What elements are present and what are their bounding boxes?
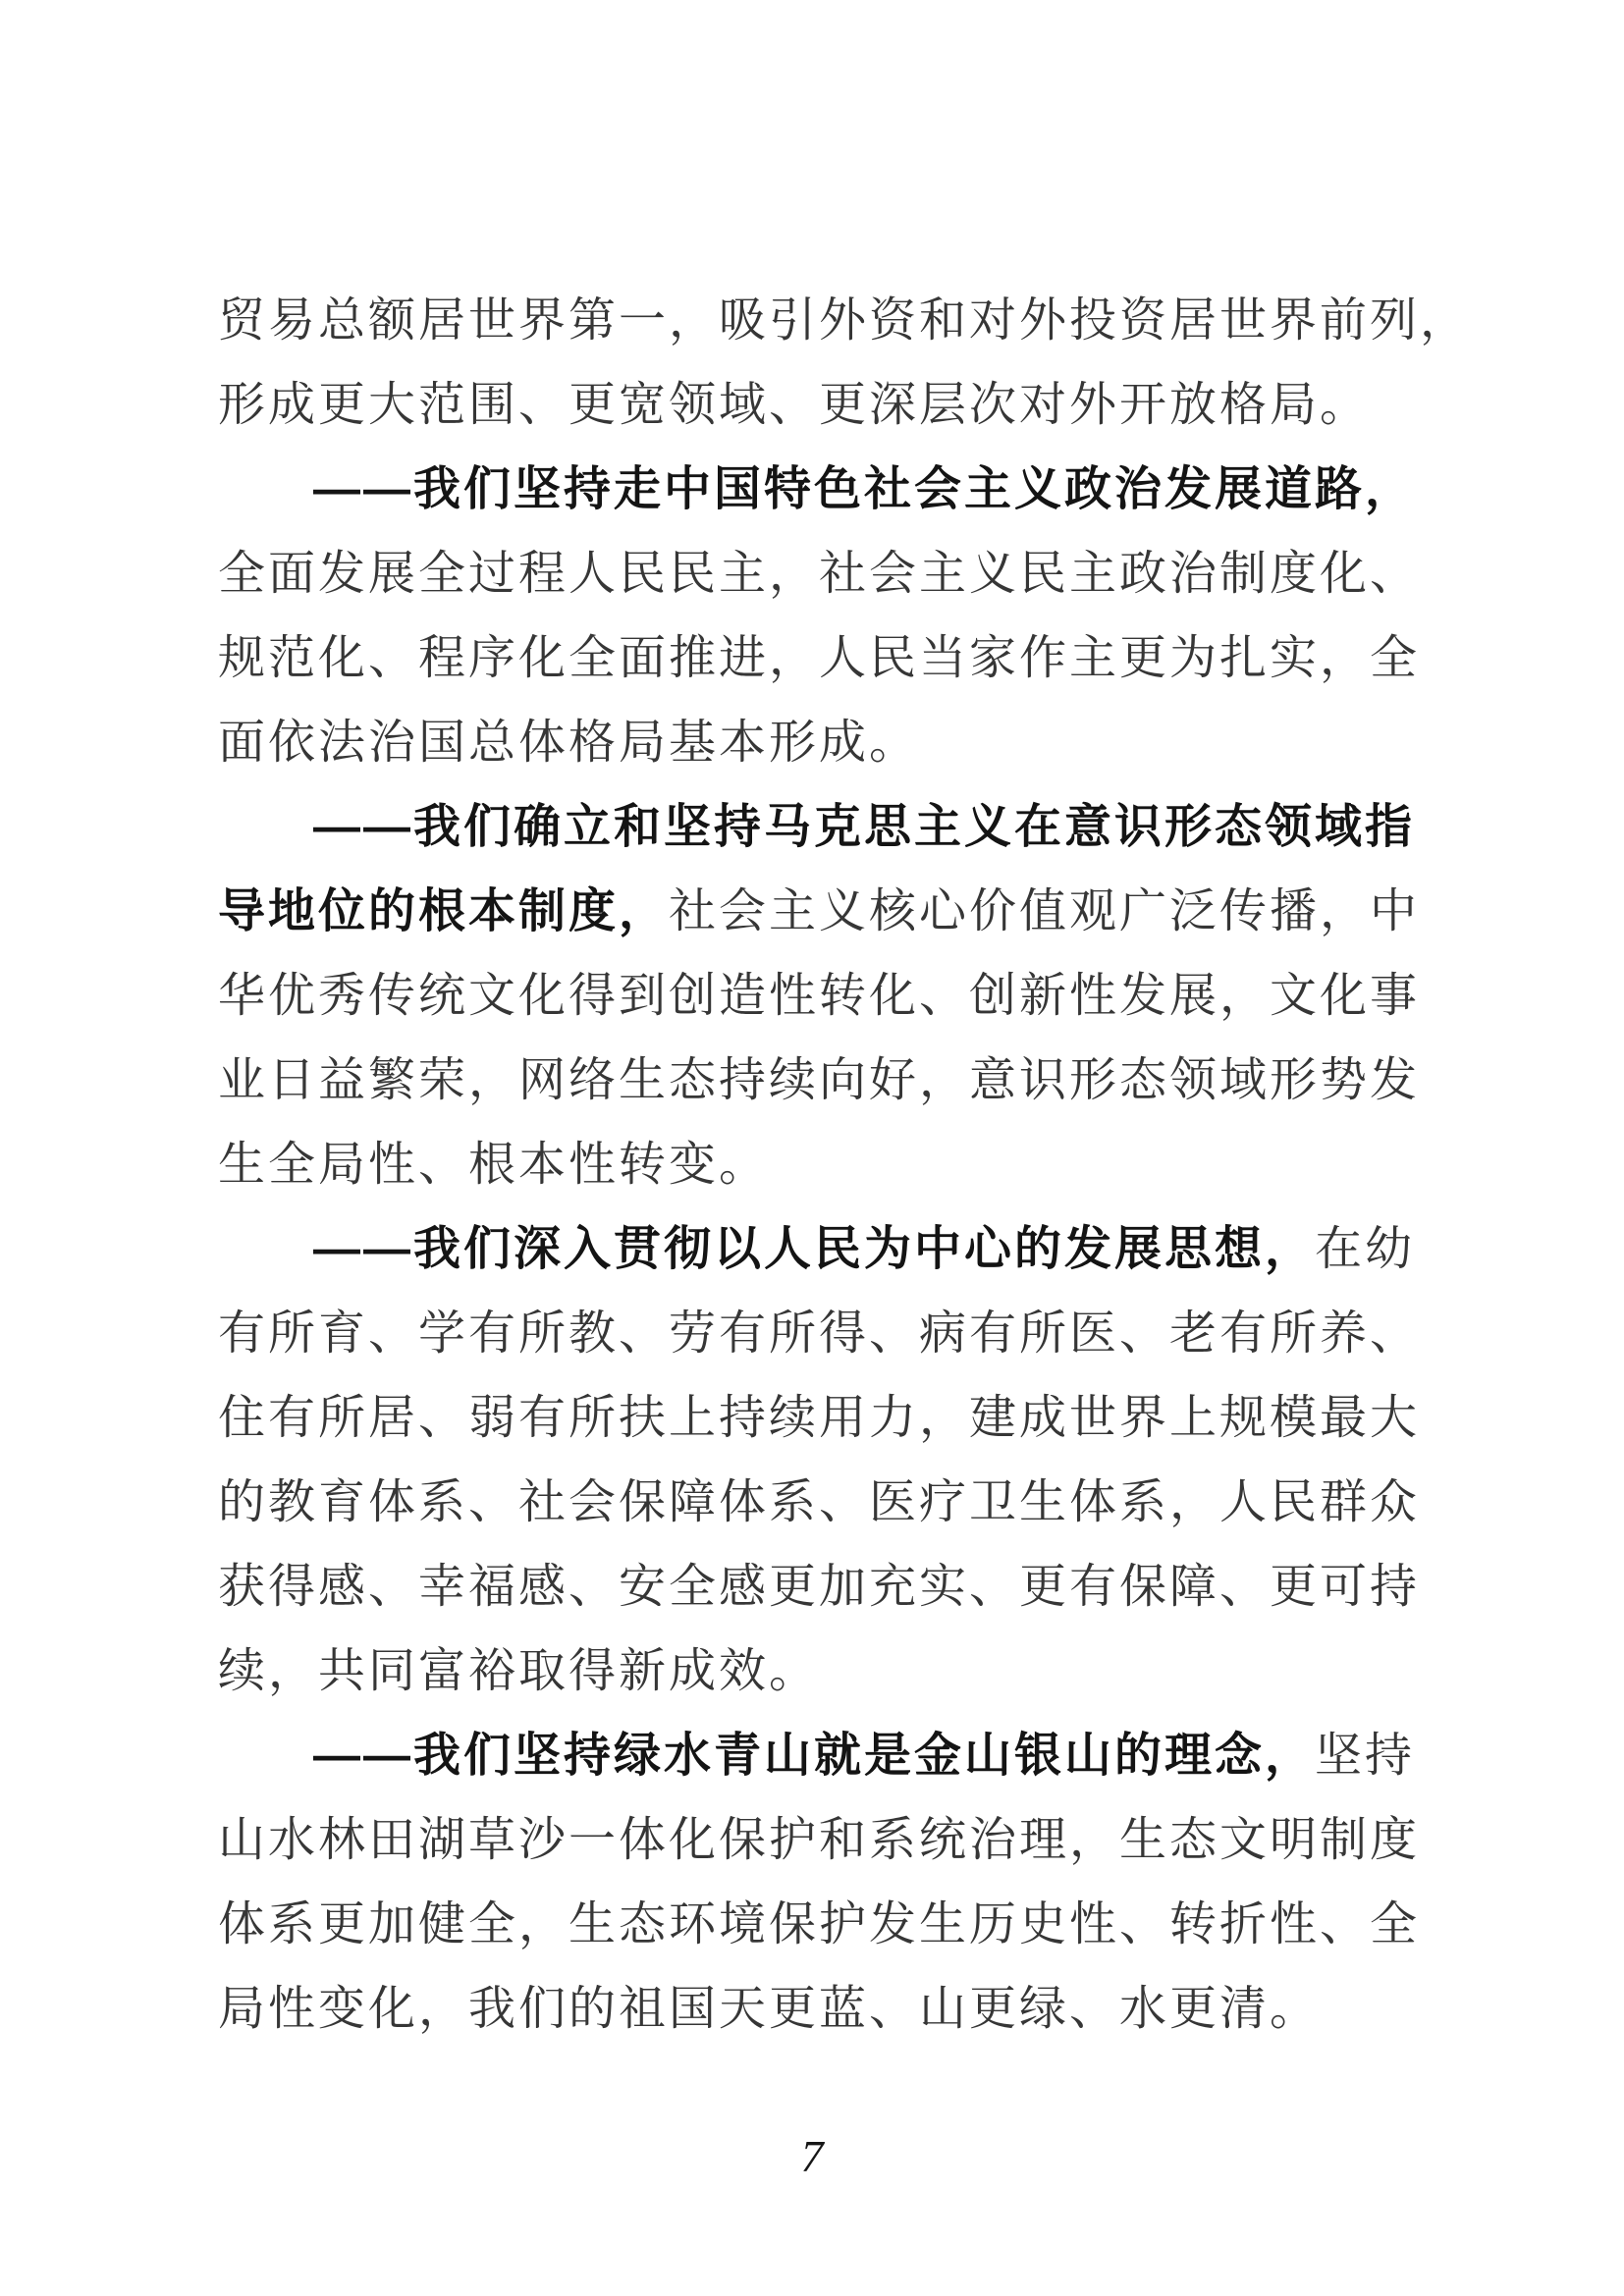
text-line [218,785,1440,870]
text-segment: 面依法治国总体格局基本形成。 [218,717,920,769]
text-segment: 规范化、程序化全面推进，人民当家作主更为扎实，全 [218,632,1421,684]
text-line [218,870,1440,954]
text-segment: 全面发展全过程人民民主，社会主义民主政治制度化、 [218,548,1421,600]
page-number: 7 [800,2131,824,2181]
text-line [218,1883,1440,1967]
text-segment: 的教育体系、社会保障体系、医疗卫生体系，人民群众 [218,1476,1421,1528]
text-line [218,363,1440,448]
text-line [218,1461,1440,1545]
text-line [218,532,1440,616]
text-line [218,279,1471,363]
emphasis-segment: 导地位的根本制度， [218,885,670,937]
text-line [218,448,1440,532]
emphasis-segment: ——我们坚持走中国特色社会主义政治发展道路， [313,463,1416,515]
text-segment: 有所育、学有所教、劳有所得、病有所医、老有所养、 [218,1308,1421,1360]
text-segment: 业日益繁荣，网络生态持续向好，意识形态领域形势发 [218,1054,1421,1106]
emphasis-segment: ——我们确立和坚持马克思主义在意识形态领域指 [313,801,1416,853]
text-line [218,1292,1440,1376]
emphasis-segment: ——我们坚持绿水青山就是金山银山的理念， [313,1730,1316,1782]
text-line [218,1376,1440,1461]
text-segment: 住有所居、弱有所扶上持续用力，建成世界上规模最大 [218,1392,1421,1444]
text-line [218,1714,1440,1798]
text-segment: 形成更大范围、更宽领域、更深层次对外开放格局。 [218,379,1371,431]
text-segment: 获得感、幸福感、安全感更加充实、更有保障、更可持 [218,1561,1421,1613]
emphasis-segment: ——我们深入贯彻以人民为中心的发展思想， [313,1223,1316,1275]
text-line [218,1798,1440,1883]
text-segment: 体系更加健全，生态环境保护发生历史性、转折性、全 [218,1898,1421,1950]
text-line [218,616,1440,701]
text-line [218,1207,1440,1292]
text-segment: 在幼 [1315,1223,1416,1275]
text-segment: 局性变化，我们的祖国天更蓝、山更绿、水更清。 [218,1983,1321,2035]
text-segment: 生全局性、根本性转变。 [218,1139,770,1191]
text-line [218,954,1440,1039]
text-line [218,1629,1440,1714]
text-segment: 山水林田湖草沙一体化保护和系统治理，生态文明制度 [218,1814,1421,1866]
text-segment: 坚持 [1315,1730,1416,1782]
text-line [218,1967,1440,2052]
text-segment: 社会主义核心价值观广泛传播，中 [669,885,1421,937]
text-line [218,1039,1440,1123]
text-line [218,1123,1440,1207]
text-block [218,279,1471,2052]
text-line [218,1545,1440,1629]
text-segment: 华优秀传统文化得到创造性转化、创新性发展，文化事 [218,970,1421,1022]
text-segment: 续，共同富裕取得新成效。 [218,1645,820,1697]
text-segment: 贸易总额居世界第一，吸引外资和对外投资居世界前列， [218,294,1471,347]
text-line [218,701,1440,785]
